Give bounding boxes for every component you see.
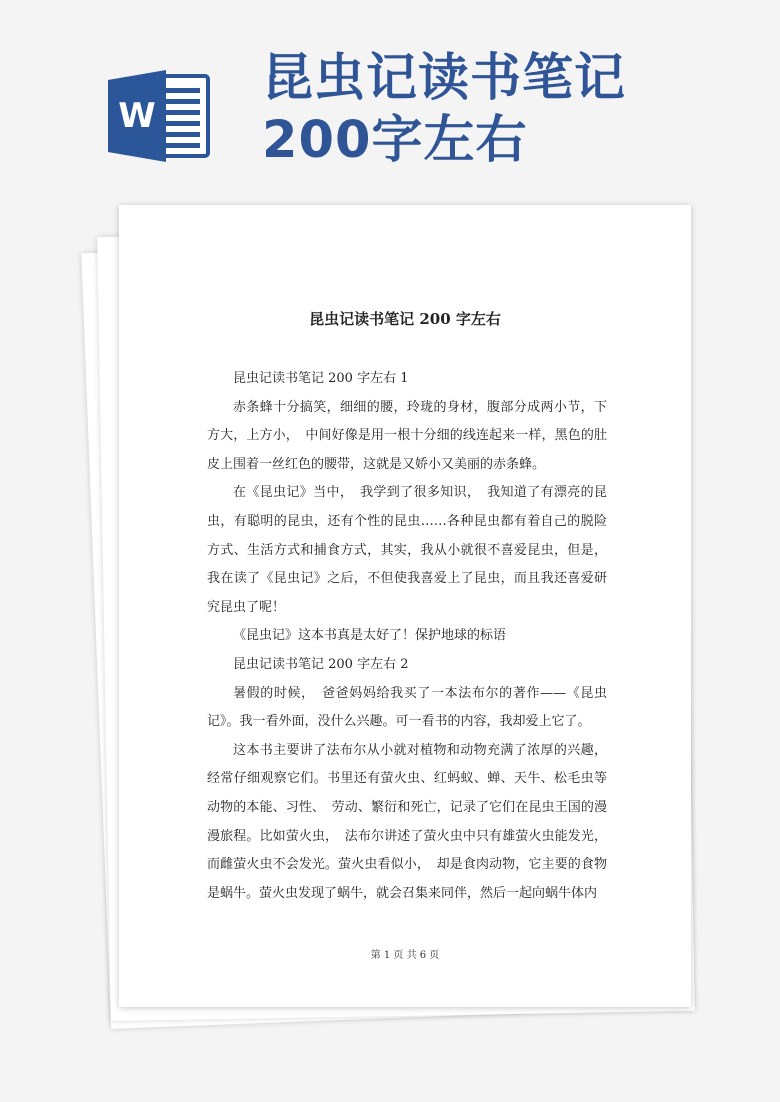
paragraph: 《昆虫记》这本书真是太好了！保护地球的标语	[233, 628, 507, 644]
paragraph: 在《昆虫记》当中， 我学到了很多知识， 我知道了有漂亮的昆虫，有聪明的昆虫，还有个性的昆虫……各种昆虫都有着自己的脱险方式、生活方式和捕食方式，其实，我从小就很不喜爱昆虫，但是，我在读了《昆虫记》之后，不但使我喜爱上了昆虫，而且我还喜爱研究昆虫了呢！	[207, 485, 607, 615]
section-heading: 昆虫记读书笔记 200 字左右 2	[233, 656, 409, 672]
page-number: 第 1 页 共 6 页	[370, 950, 440, 961]
word-logo-letter: W	[118, 96, 156, 136]
document-title: 昆虫记读书笔记 200 字左右	[309, 310, 501, 328]
document-body	[207, 365, 607, 908]
document-page	[119, 205, 691, 1007]
page-headline: 昆虫记读书笔记200字左右	[262, 49, 627, 170]
word-document-icon	[108, 70, 210, 162]
paragraph: 赤条蜂十分搞笑，细细的腰，玲珑的身材，腹部分成两小节，下方大，上方小， 中间好像是用一根十分细的线连起来一样，黑色的肚皮上围着一丝红色的腰带，这就是又娇小又美丽的赤条蜂。	[207, 399, 607, 472]
paragraph: 暑假的时候， 爸爸妈妈给我买了一本法布尔的著作——《昆虫记》。我一看外面，没什么兴趣。可一看书的内容，我却爱上它了。	[207, 685, 607, 730]
section-heading: 昆虫记读书笔记 200 字左右 1	[233, 371, 409, 386]
paragraph: 这本书主要讲了法布尔从小就对植物和动物充满了浓厚的兴趣，经常仔细观察它们。书里还有萤火虫、红蚂蚁、蝉、天牛、松毛虫等动物的本能、习性、 劳动、繁衍和死亡，记录了它们在昆虫王国的漫漫旅程。比如萤火虫， 法布尔讲述了萤火虫中只有雄萤火虫能发光，而雌萤火虫不会发光。萤火虫看似小， 却是食肉动物，它主要的食物是蜗牛。萤火虫发现了蜗牛，就会召集来同伴，然后一起向蜗牛体内	[207, 742, 607, 901]
